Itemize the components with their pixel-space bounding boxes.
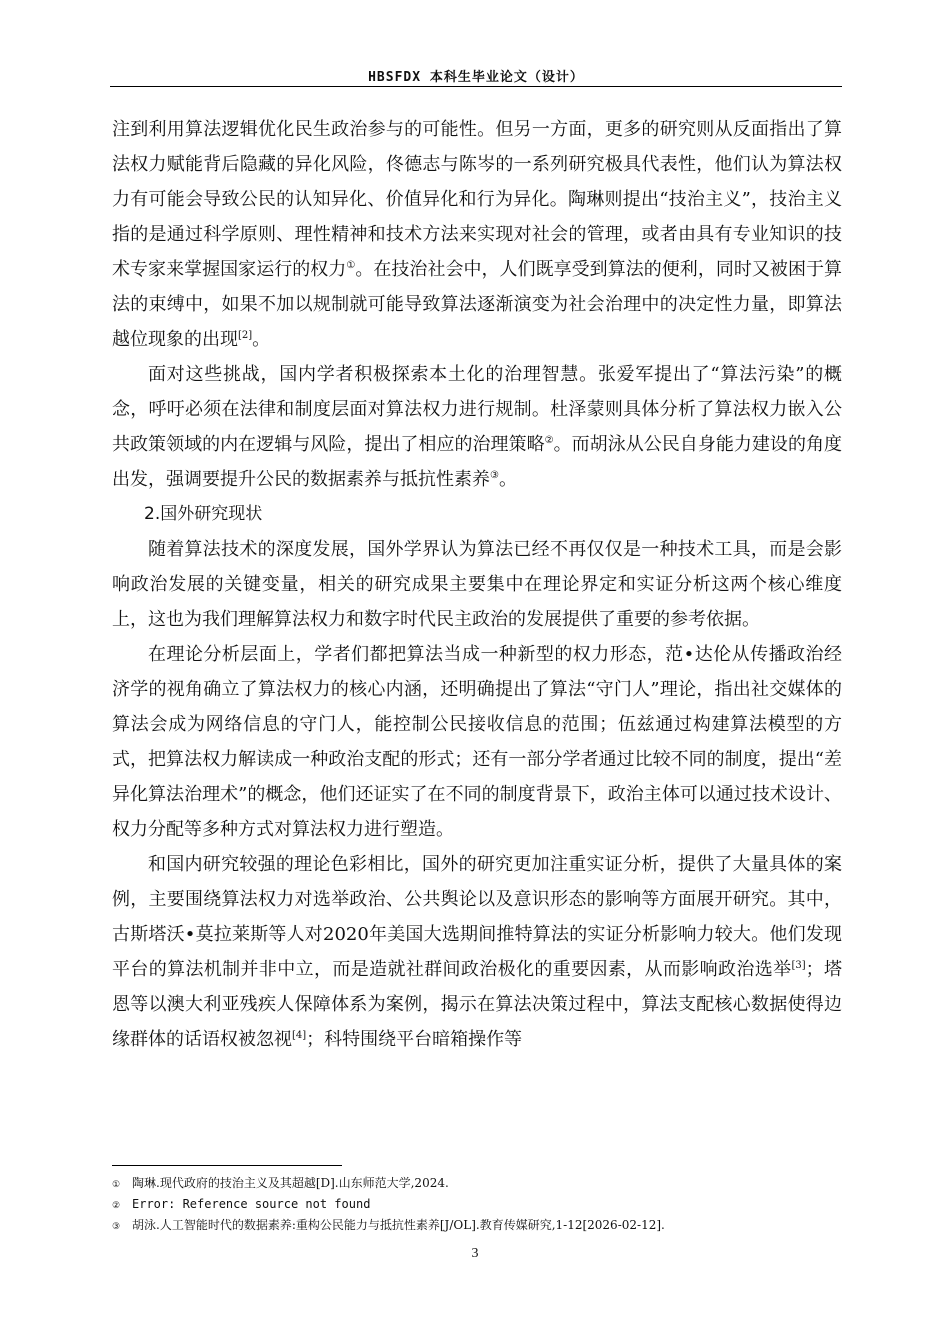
paragraph-5 <box>112 847 842 1057</box>
footnote-mark: ③ <box>112 1222 121 1232</box>
paragraph-1-text-a: 注到利用算法逻辑优化民生政治参与的可能性。但另一方面，更多的研究则从反面指出了算法权力赋能背后隐藏的异化风险，佟德志与陈岑的一系列研究极具代表性，他们认为算法权力有可能会导致公民的认知异化、价值异化和行为异化。陶琳则提出“技治主义”，技治主义指的是通过科学原则、理性精神和技术方法来实现对社会的管理，或者由具有专业知识的技术专家来掌握国家运行的权力 <box>112 119 842 280</box>
footnote-separator <box>112 1165 342 1166</box>
footnote-mark: ① <box>112 1180 121 1190</box>
footnote-ref-2[interactable]: ② <box>544 435 554 446</box>
header-rule <box>110 86 842 87</box>
paragraph-2 <box>112 357 842 497</box>
footnote-ref-3[interactable]: ③ <box>490 470 499 481</box>
footnote-text: 胡泳.人工智能时代的数据素养:重构公民能力与抵抗性素养[J/OL].教育传媒研究,1-12[2026-02-12]. <box>132 1218 665 1232</box>
paragraph-5-text-c: ；科特围绕平台暗箱操作等 <box>306 1029 523 1050</box>
paragraph-2-text-c: 。 <box>498 469 517 490</box>
page-number: 3 <box>471 1246 479 1261</box>
section-heading-foreign-research: 2.国外研究现状 <box>144 504 263 524</box>
footnote-3 <box>112 1216 842 1236</box>
footnote-mark: ② <box>112 1201 121 1211</box>
paragraph-4: 在理论分析层面上，学者们都把算法当成一种新型的权力形态，范•达伦从传播政治经济学的视角确立了算法权力的核心内涵，还明确提出了算法“守门人”理论，指出社交媒体的算法会成为网络信息的守门人，能控制公民接收信息的范围；伍兹通过构建算法模型的方式，把算法权力解读成一种政治支配的形式；还有一部分学者通过比较不同的制度，提出“差异化算法治理术”的概念，他们还证实了在不同的制度背景下，政治主体可以通过技术设计、权力分配等多种方式对算法权力进行塑造。 <box>112 644 842 840</box>
footnote-ref-1[interactable]: ① <box>346 260 356 271</box>
footnote-text: 陶琳.现代政府的技治主义及其超越[D].山东师范大学,2024. <box>132 1176 449 1190</box>
paragraph-1-text-c: 。 <box>252 329 271 350</box>
citation-ref-3[interactable]: [3] <box>791 960 806 971</box>
paragraph-2-text-a: 面对这些挑战，国内学者积极探索本土化的治理智慧。张爱军提出了“算法污染”的概念，呼吁必须在法律和制度层面对算法权力进行规制。杜泽蒙则具体分析了算法权力嵌入公共政策领域的内在逻辑与风险，提出了相应的治理策略 <box>112 364 842 455</box>
citation-ref-2[interactable]: [2] <box>238 330 253 341</box>
citation-ref-4[interactable]: [4] <box>292 1030 307 1041</box>
main-body <box>112 112 842 1057</box>
paragraph-2-text-b: 。而胡泳从公民自身能力建设的角度出发，强调要提升公民的数据素养与抵抗性素养 <box>112 434 843 490</box>
paragraph-5-text-b: ；塔恩等以澳大利亚残疾人保障体系为案例，揭示在算法决策过程中，算法支配核心数据使得边缘群体的话语权被忽视 <box>112 959 843 1050</box>
footnotes <box>112 1174 842 1237</box>
footnote-2 <box>112 1195 842 1215</box>
footnote-text: Error: Reference source not found <box>132 1197 371 1211</box>
paragraph-3: 随着算法技术的深度发展，国外学界认为算法已经不再仅仅是一种技术工具，而是会影响政治发展的关键变量，相关的研究成果主要集中在理论界定和实证分析这两个核心维度上，这也为我们理解算法权力和数字时代民主政治的发展提供了重要的参考依据。 <box>112 539 842 630</box>
paragraph-1 <box>112 112 842 357</box>
running-header: HBSFDX 本科生毕业论文（设计） <box>368 70 584 85</box>
paragraph-1-text-b: 。在技治社会中，人们既享受到算法的便利，同时又被困于算法的束缚中，如果不加以规制就可能导致算法逐渐演变为社会治理中的决定性力量，即算法越位现象的出现 <box>112 259 843 350</box>
paragraph-5-text-a: 和国内研究较强的理论色彩相比，国外的研究更加注重实证分析，提供了大量具体的案例，主要围绕算法权力对选举政治、公共舆论以及意识形态的影响等方面展开研究。其中，古斯塔沃•莫拉莱斯等人对2020年美国大选期间推特算法的实证分析影响力较大。他们发现平台的算法机制并非中立，而是造就社群间政治极化的重要因素，从而影响政治选举 <box>112 854 842 980</box>
footnote-1 <box>112 1174 842 1194</box>
